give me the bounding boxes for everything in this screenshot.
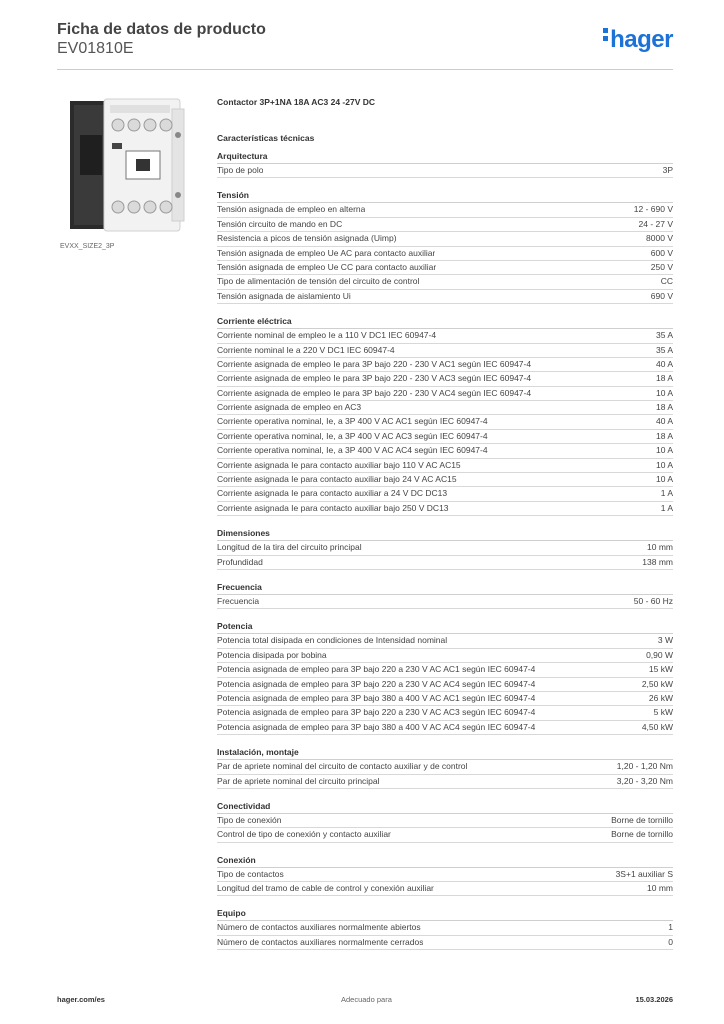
- spec-row: [217, 203, 673, 217]
- spec-row: [217, 247, 673, 261]
- footer-date: 15.03.2026: [635, 995, 673, 1004]
- spec-section: [217, 314, 673, 516]
- spec-row: [217, 921, 673, 935]
- spec-value: 4,50 kW: [641, 721, 673, 732]
- section-title: Equipo: [217, 906, 673, 921]
- spec-label: Corriente nominal Ie a 220 V DC1 IEC 60947-4: [217, 344, 395, 355]
- section-title: Conectividad: [217, 799, 673, 814]
- spec-value: 18 A: [655, 373, 673, 384]
- spec-label: Corriente asignada Ie para contacto auxiliar bajo 110 V AC AC15: [217, 459, 461, 470]
- product-code: EV01810E: [57, 40, 134, 57]
- spec-label: Número de contactos auxiliares normalmente cerrados: [217, 936, 424, 947]
- section-title: Instalación, montaje: [217, 745, 673, 760]
- spec-label: Potencia total disipada en condiciones de Intensidad nominal: [217, 635, 448, 646]
- spec-value: 250 V: [650, 261, 673, 272]
- page-header: [57, 20, 673, 68]
- spec-label: Tipo de conexión: [217, 814, 282, 825]
- spec-value: 1 A: [660, 502, 673, 513]
- header-divider: [57, 69, 673, 70]
- spec-label: Potencia disipada por bobina: [217, 649, 327, 660]
- spec-section: [217, 619, 673, 735]
- spec-row: [217, 828, 673, 842]
- spec-row: [217, 775, 673, 789]
- spec-label: Potencia asignada de empleo para 3P bajo 380 a 400 V AC AC1 según IEC 60947-4: [217, 692, 536, 703]
- spec-row: [217, 487, 673, 501]
- spec-label: Tensión circuito de mando en DC: [217, 218, 343, 229]
- spec-label: Corriente asignada de empleo Ie para 3P bajo 220 - 230 V AC1 según IEC 60947-4: [217, 358, 532, 369]
- spec-section: [217, 853, 673, 897]
- spec-row: [217, 358, 673, 372]
- spec-value: 50 - 60 Hz: [633, 595, 673, 606]
- spec-row: [217, 706, 673, 720]
- spec-value: 1 A: [660, 488, 673, 499]
- spec-row: [217, 372, 673, 386]
- spec-row: [217, 649, 673, 663]
- spec-value: 35 A: [655, 330, 673, 341]
- spec-label: Tipo de contactos: [217, 868, 284, 879]
- spec-value: 40 A: [655, 358, 673, 369]
- spec-row: [217, 595, 673, 609]
- spec-row: [217, 430, 673, 444]
- spec-label: Tensión asignada de empleo Ue AC para contacto auxiliar: [217, 247, 436, 258]
- spec-row: [217, 814, 673, 828]
- section-title: Corriente eléctrica: [217, 314, 673, 329]
- spec-row: [217, 663, 673, 677]
- spec-value: 10 A: [655, 445, 673, 456]
- spec-label: Par de apriete nominal del circuito de contacto auxiliar y de control: [217, 761, 468, 772]
- spec-value: CC: [660, 276, 673, 287]
- spec-label: Corriente asignada Ie para contacto auxiliar a 24 V DC DC13: [217, 488, 448, 499]
- spec-value: 40 A: [655, 416, 673, 427]
- section-title: Frecuencia: [217, 580, 673, 595]
- spec-value: 10 A: [655, 459, 673, 470]
- spec-value: 10 mm: [647, 542, 673, 553]
- spec-value: 35 A: [655, 344, 673, 355]
- spec-row: [217, 692, 673, 706]
- spec-label: Corriente asignada de empleo en AC3: [217, 402, 362, 413]
- spec-value: 3 W: [657, 635, 673, 646]
- spec-value: 5 kW: [653, 707, 673, 718]
- logo-dots-icon: [603, 28, 608, 44]
- spec-label: Corriente nominal de empleo Ie a 110 V DC1 IEC 60947-4: [217, 330, 437, 341]
- spec-row: [217, 760, 673, 774]
- spec-value: Borne de tornillo: [611, 814, 673, 825]
- spec-row: [217, 721, 673, 735]
- spec-label: Tensión asignada de empleo Ue CC para contacto auxiliar: [217, 261, 437, 272]
- spec-section: [217, 149, 673, 178]
- spec-label: Profundidad: [217, 556, 263, 567]
- section-title: Conexión: [217, 853, 673, 868]
- spec-value: 3,20 - 3,20 Nm: [616, 775, 673, 786]
- spec-row: [217, 329, 673, 343]
- section-title: Potencia: [217, 619, 673, 634]
- footer-suitability: Adecuado para: [341, 995, 392, 1004]
- spec-label: Corriente operativa nominal, Ie, a 3P 400 V AC AC4 según IEC 60947-4: [217, 445, 488, 456]
- spec-section: [217, 906, 673, 950]
- spec-label: Tipo de alimentación de tensión del circuito de control: [217, 276, 420, 287]
- spec-row: [217, 164, 673, 178]
- spec-label: Corriente asignada Ie para contacto auxiliar bajo 250 V DC13: [217, 502, 449, 513]
- spec-label: Longitud de la tira del circuito principal: [217, 542, 362, 553]
- spec-row: [217, 387, 673, 401]
- spec-value: 690 V: [650, 290, 673, 301]
- spec-row: [217, 882, 673, 896]
- spec-row: [217, 261, 673, 275]
- document-title: Ficha de datos de producto: [57, 21, 266, 38]
- spec-row: [217, 502, 673, 516]
- spec-content: [217, 95, 673, 950]
- product-name: Contactor 3P+1NA 18A AC3 24 -27V DC: [217, 97, 376, 107]
- spec-section: [217, 799, 673, 843]
- spec-value: 10 mm: [647, 883, 673, 894]
- spec-value: 12 - 690 V: [633, 204, 673, 215]
- spec-label: Tensión asignada de empleo en alterna: [217, 204, 366, 215]
- spec-row: [217, 232, 673, 246]
- spec-value: 1,20 - 1,20 Nm: [616, 761, 673, 772]
- spec-section: [217, 526, 673, 570]
- spec-label: Tensión asignada de aislamiento Ui: [217, 290, 351, 301]
- spec-row: [217, 541, 673, 555]
- contactor-product-image: [60, 95, 188, 235]
- spec-label: Par de apriete nominal del circuito principal: [217, 775, 380, 786]
- spec-sections: [217, 149, 673, 950]
- spec-value: 10 A: [655, 474, 673, 485]
- spec-value: 3S+1 auxiliar S: [615, 868, 673, 879]
- spec-section: [217, 745, 673, 789]
- spec-label: Corriente operativa nominal, Ie, a 3P 400 V AC AC1 según IEC 60947-4: [217, 416, 488, 427]
- spec-value: 15 kW: [648, 664, 673, 675]
- spec-value: 2,50 kW: [641, 678, 673, 689]
- spec-label: Longitud del tramo de cable de control y conexión auxiliar: [217, 883, 434, 894]
- spec-label: Potencia asignada de empleo para 3P bajo 380 a 400 V AC AC4 según IEC 60947-4: [217, 721, 536, 732]
- spec-row: [217, 415, 673, 429]
- spec-value: 18 A: [655, 402, 673, 413]
- spec-row: [217, 678, 673, 692]
- spec-label: Corriente asignada Ie para contacto auxiliar bajo 24 V AC AC15: [217, 474, 457, 485]
- image-caption: EVXX_SIZE2_3P: [60, 243, 115, 250]
- technical-characteristics-heading: Características técnicas: [217, 133, 315, 143]
- spec-row: [217, 344, 673, 358]
- spec-row: [217, 556, 673, 570]
- spec-label: Corriente asignada de empleo Ie para 3P bajo 220 - 230 V AC3 según IEC 60947-4: [217, 373, 532, 384]
- section-title: Tensión: [217, 188, 673, 203]
- spec-value: 8000 V: [646, 233, 673, 244]
- footer-website: hager.com/es: [57, 995, 105, 1004]
- spec-value: 26 kW: [648, 692, 673, 703]
- spec-label: Corriente asignada de empleo Ie para 3P bajo 220 - 230 V AC4 según IEC 60947-4: [217, 387, 532, 398]
- spec-label: Corriente operativa nominal, Ie, a 3P 400 V AC AC3 según IEC 60947-4: [217, 430, 488, 441]
- spec-label: Resistencia a picos de tensión asignada (Uimp): [217, 233, 397, 244]
- spec-value: Borne de tornillo: [611, 829, 673, 840]
- spec-label: Control de tipo de conexión y contacto auxiliar: [217, 829, 391, 840]
- spec-label: Número de contactos auxiliares normalmente abiertos: [217, 922, 421, 933]
- spec-value: 3P: [662, 165, 673, 175]
- spec-value: 18 A: [655, 430, 673, 441]
- spec-label: Tipo de polo: [217, 165, 264, 175]
- spec-value: 1: [668, 922, 673, 933]
- spec-section: [217, 580, 673, 609]
- spec-value: 138 mm: [642, 556, 673, 567]
- spec-row: [217, 936, 673, 950]
- spec-label: Potencia asignada de empleo para 3P bajo 220 a 230 V AC AC1 según IEC 60947-4: [217, 664, 536, 675]
- spec-label: Frecuencia: [217, 595, 260, 606]
- spec-row: [217, 290, 673, 304]
- spec-value: 10 A: [655, 387, 673, 398]
- spec-row: [217, 634, 673, 648]
- section-title: Dimensiones: [217, 526, 673, 541]
- spec-value: 0,90 W: [646, 649, 673, 660]
- spec-section: [217, 188, 673, 304]
- spec-value: 24 - 27 V: [638, 218, 673, 229]
- spec-row: [217, 218, 673, 232]
- spec-row: [217, 459, 673, 473]
- logo-text: hager: [610, 26, 673, 53]
- hager-logo: [603, 26, 673, 54]
- spec-row: [217, 444, 673, 458]
- spec-row: [217, 868, 673, 882]
- section-title: Arquitectura: [217, 149, 673, 164]
- spec-row: [217, 275, 673, 289]
- spec-value: 600 V: [650, 247, 673, 258]
- spec-value: 0: [668, 936, 673, 947]
- spec-label: Potencia asignada de empleo para 3P bajo 220 a 230 V AC AC3 según IEC 60947-4: [217, 707, 536, 718]
- spec-row: [217, 473, 673, 487]
- spec-label: Potencia asignada de empleo para 3P bajo 220 a 230 V AC AC4 según IEC 60947-4: [217, 678, 536, 689]
- spec-row: [217, 401, 673, 415]
